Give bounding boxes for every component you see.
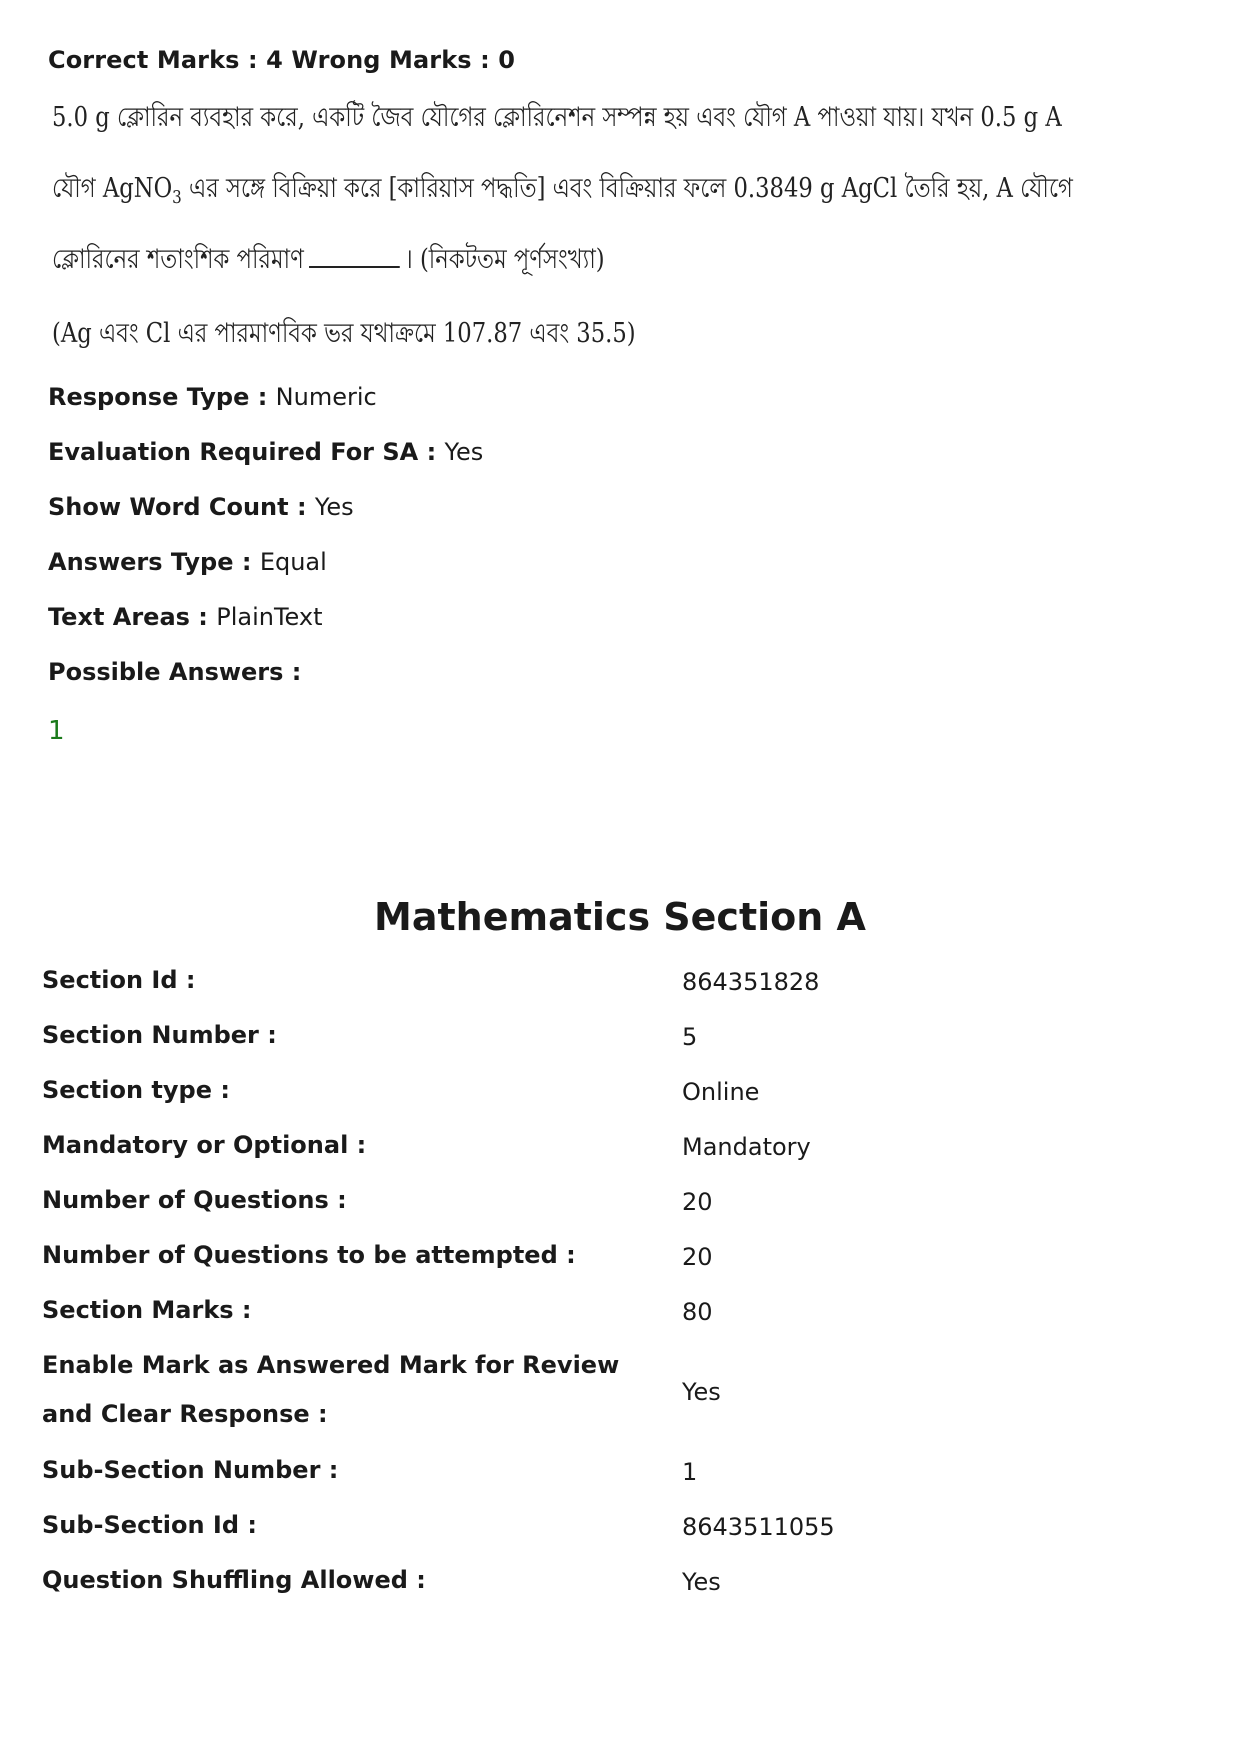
section-info-label: Mandatory or Optional :	[42, 1131, 367, 1159]
question-line-3-start: ক্লোরিনের শতাংশিক পরিমাণ	[52, 244, 304, 275]
section-info-label: Sub-Section Number :	[42, 1456, 339, 1484]
section-title: Mathematics Section A	[374, 895, 866, 939]
text-areas-label: Text Areas :	[48, 603, 217, 631]
response-type-label: Response Type :	[48, 383, 276, 411]
answer-blank	[309, 244, 400, 268]
section-info-value: 864351828	[682, 968, 820, 996]
section-info-value: 80	[682, 1298, 713, 1326]
evaluation-label: Evaluation Required For SA :	[48, 438, 445, 466]
section-info-label: Sub-Section Id :	[42, 1511, 257, 1539]
section-info-value: Yes	[682, 1568, 721, 1596]
answers-type-value: Equal	[259, 548, 327, 576]
subscript-3: 3	[172, 187, 182, 208]
section-info-label: Section type :	[42, 1076, 230, 1104]
text-areas-value: PlainText	[216, 603, 323, 631]
question-line-2	[52, 175, 1073, 207]
evaluation-value: Yes	[444, 438, 484, 466]
section-info-value: Mandatory	[682, 1133, 811, 1161]
text-areas-row	[48, 603, 323, 631]
section-info-value: Online	[682, 1078, 760, 1106]
section-info-label: Section Number :	[42, 1021, 277, 1049]
word-count-row	[48, 493, 354, 521]
evaluation-row	[48, 438, 483, 466]
question-line-4: (Ag এবং Cl এর পারমাণবিক ভর যথাক্রমে 107.87 এবং 35.5)	[52, 318, 636, 349]
possible-answers-label: Possible Answers :	[48, 658, 302, 686]
question-line-2-start: যৌগ AgNO	[52, 173, 173, 204]
possible-answer-value: 1	[48, 716, 65, 746]
section-info-label: Section Id :	[42, 966, 196, 994]
question-line-2-end: এর সঙ্গে বিক্রিয়া করে [কারিয়াস পদ্ধতি] এবং বিক্রিয়ার ফলে 0.3849 g AgCl তৈরি হয়, A যৌগে	[181, 173, 1073, 204]
section-info-label: Enable Mark as Answered Mark for Review and Clear Response :	[42, 1351, 620, 1428]
question-line-1: 5.0 g ক্লোরিন ব্যবহার করে, একটি জৈব যৌগের ক্লোরিনেশন সম্পন্ন হয় এবং যৌগ A পাওয়া যায়। যখন 0.5 g A	[52, 102, 1062, 133]
word-count-value: Yes	[314, 493, 354, 521]
marks-info: Correct Marks : 4 Wrong Marks : 0	[48, 46, 516, 74]
word-count-label: Show Word Count :	[48, 493, 315, 521]
section-info-label: Section Marks :	[42, 1296, 252, 1324]
section-info-value: 5	[682, 1023, 698, 1051]
response-type-row	[48, 383, 377, 411]
section-info-label: Question Shuffling Allowed :	[42, 1566, 426, 1594]
response-type-value: Numeric	[275, 383, 377, 411]
section-info-value: Yes	[682, 1378, 721, 1406]
section-info-value: 20	[682, 1243, 713, 1271]
answers-type-label: Answers Type :	[48, 548, 260, 576]
section-info-value: 20	[682, 1188, 713, 1216]
possible-answers-row	[48, 658, 301, 686]
section-info-label: Number of Questions to be attempted :	[42, 1241, 576, 1269]
section-info-label: Number of Questions :	[42, 1186, 347, 1214]
section-info-value: 8643511055	[682, 1513, 835, 1541]
answers-type-row	[48, 548, 327, 576]
question-line-3	[52, 244, 605, 273]
question-line-3-end: । (নিকটতম পূর্ণসংখ্যা)	[404, 244, 605, 275]
section-info-value: 1	[682, 1458, 698, 1486]
